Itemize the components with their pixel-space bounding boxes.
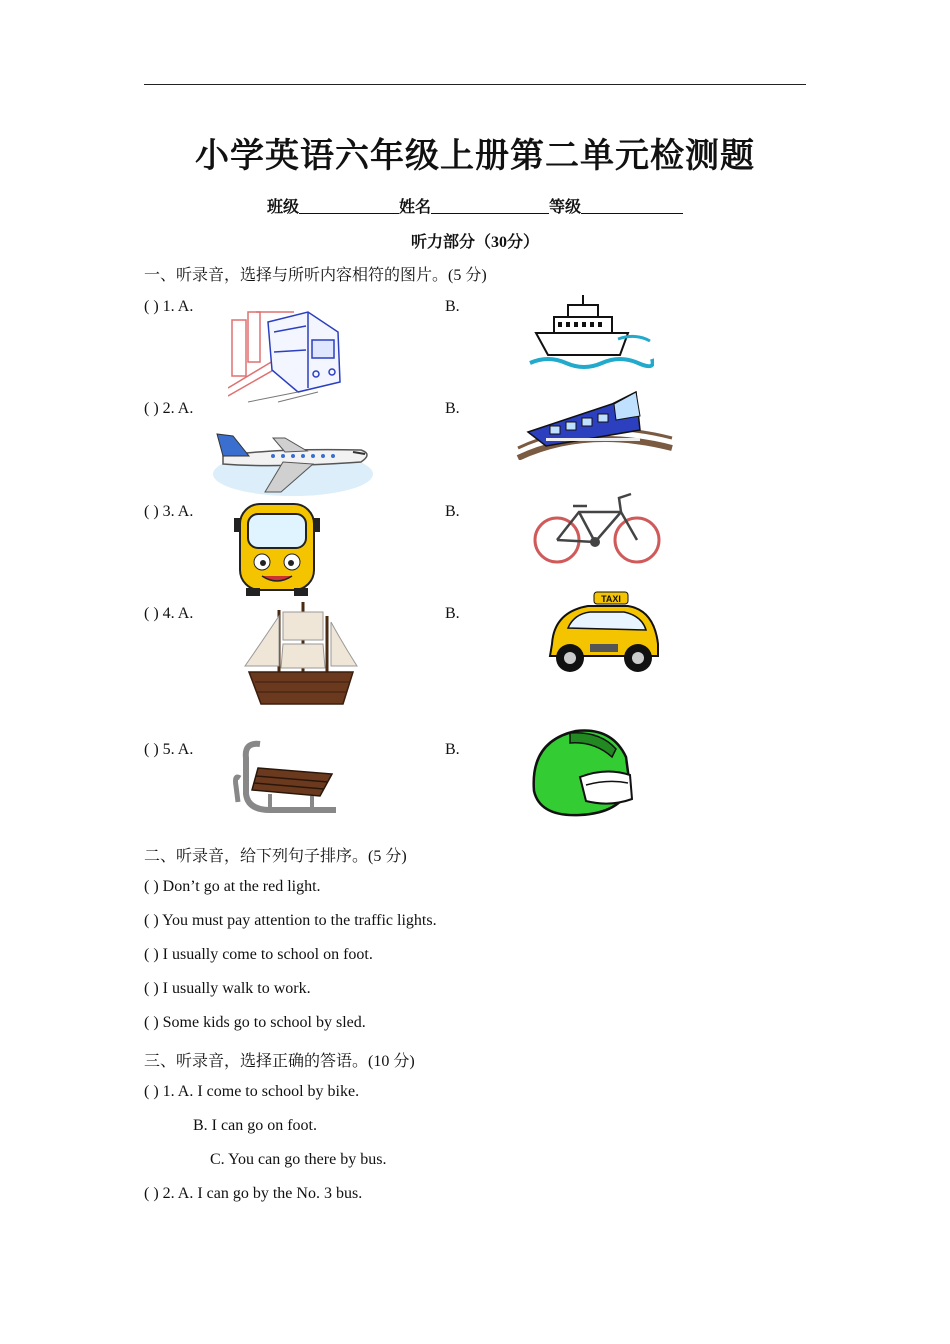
taxi-icon: [544, 590, 662, 676]
part1-q2-label: ( ) 2. A.: [144, 400, 194, 417]
part2-sentence-2: ( ) You must pay attention to the traffic lights.: [144, 912, 437, 929]
bicycle-icon: [533, 492, 663, 566]
page-title: 小学英语六年级上册第二单元检测题: [195, 138, 755, 175]
part2-sentence-1: ( ) Don’t go at the red light.: [144, 878, 321, 895]
part3-heading: 三、听录音，选择正确的答语。(10 分): [144, 1053, 415, 1070]
class-label: 班级: [266, 199, 299, 216]
grade-blank[interactable]: [581, 197, 683, 214]
part3-q1-option-b: B. I can go on foot.: [193, 1117, 317, 1134]
part3-q2-option-a: ( ) 2. A. I can go by the No. 3 bus.: [144, 1185, 363, 1202]
subway-train-icon: [228, 292, 346, 404]
part1-q5-label: ( ) 5. A.: [144, 741, 194, 758]
airplane-icon: [213, 418, 375, 500]
part1-q1-b-label: B.: [445, 298, 460, 315]
section-title: 听力部分（30分）: [410, 234, 539, 251]
part2-heading: 二、听录音，给下列句子排序。(5 分): [144, 848, 407, 865]
top-rule: [144, 84, 806, 85]
sled-icon: [230, 738, 342, 822]
svg-text:TAXI: TAXI: [601, 594, 621, 604]
train-icon: [516, 386, 674, 460]
name-blank[interactable]: [431, 197, 549, 214]
helmet-icon: [530, 727, 634, 821]
part1-q5-b-label: B.: [445, 741, 460, 758]
grade-label: 等级: [549, 199, 582, 216]
part1-q4-b-label: B.: [445, 605, 460, 622]
part1-q1-label: ( ) 1. A.: [144, 298, 194, 315]
part1-q2-b-label: B.: [445, 400, 460, 417]
part3-q1-option-c: C. You can go there by bus.: [210, 1151, 387, 1168]
part2-sentence-4: ( ) I usually walk to work.: [144, 980, 311, 997]
sailing-ship-icon: [243, 600, 359, 706]
part1-q3-b-label: B.: [445, 503, 460, 520]
part1-heading: 一、听录音，选择与所听内容相符的图片。(5 分): [144, 267, 487, 284]
student-info-line: [0, 194, 950, 217]
bus-icon: [232, 500, 322, 596]
cruise-ship-icon: [528, 293, 654, 375]
part2-sentence-5: ( ) Some kids go to school by sled.: [144, 1014, 366, 1031]
part1-q4-label: ( ) 4. A.: [144, 605, 194, 622]
part1-q3-label: ( ) 3. A.: [144, 503, 194, 520]
class-blank[interactable]: [299, 197, 399, 214]
name-label: 姓名: [398, 199, 431, 216]
part3-q1-option-a: ( ) 1. A. I come to school by bike.: [144, 1083, 360, 1100]
part2-sentence-3: ( ) I usually come to school on foot.: [144, 946, 373, 963]
